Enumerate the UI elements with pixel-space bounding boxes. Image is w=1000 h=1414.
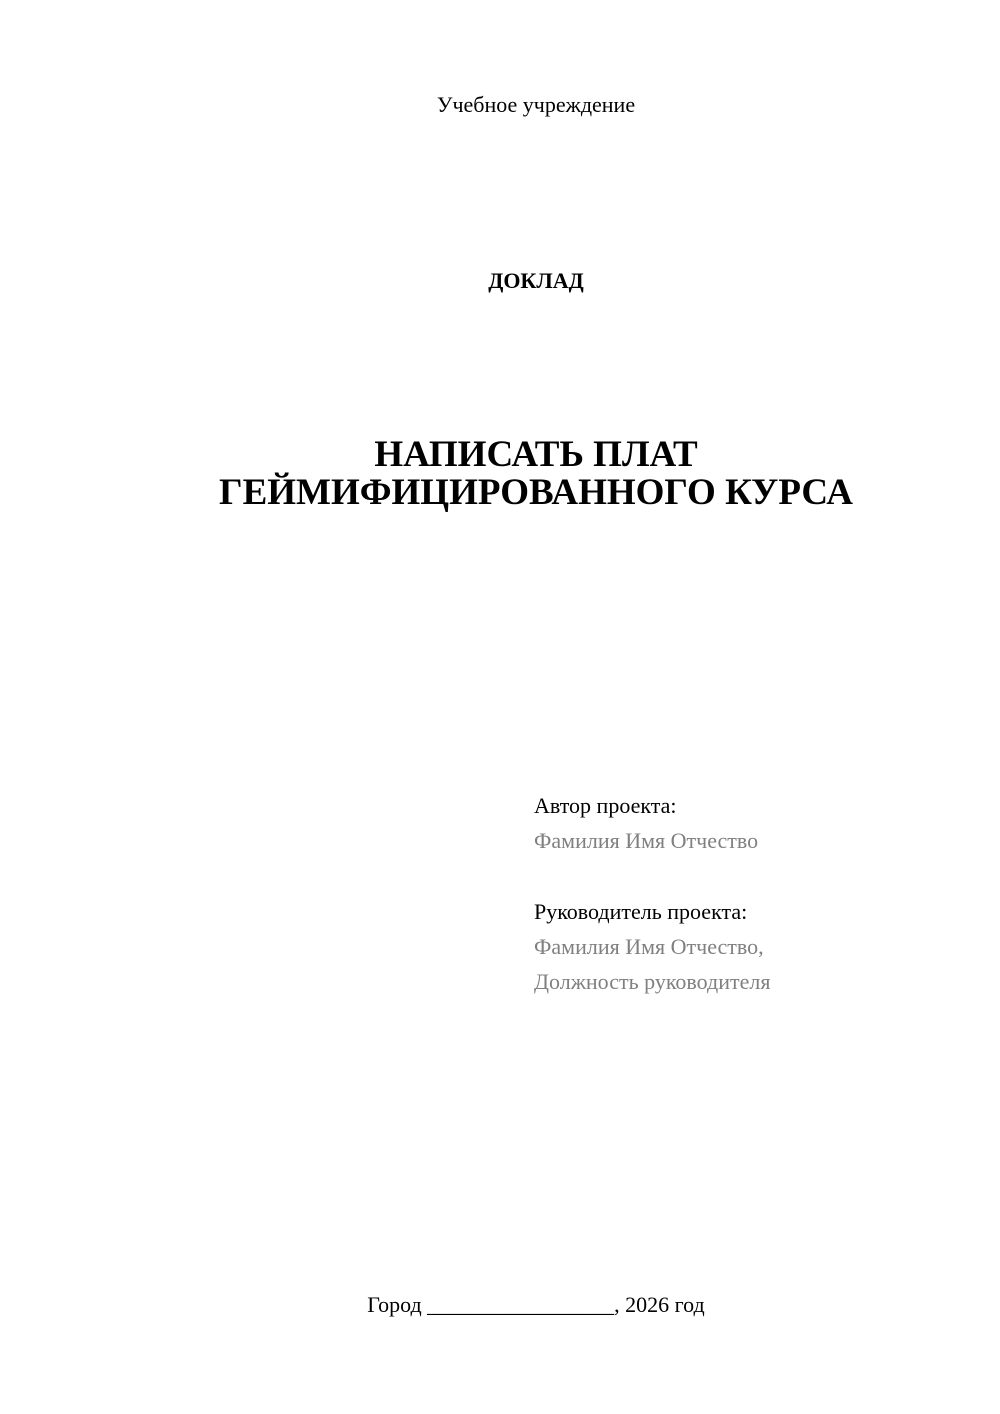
author-label: Автор проекта: — [534, 793, 677, 818]
document-title-line-2: ГЕЙМИФИЦИРОВАННОГО КУРСА — [219, 472, 853, 513]
institution-name: Учебное учреждение — [436, 92, 636, 117]
supervisor-name: Фамилия Имя Отчество, — [534, 934, 764, 959]
credits-block — [534, 788, 974, 999]
document-title-line-1: НАПИСАТЬ ПЛАТ — [374, 434, 698, 475]
supervisor-label: Руководитель проекта: — [534, 899, 748, 924]
document-type: ДОКЛАД — [488, 268, 584, 293]
credits-spacer — [534, 858, 974, 894]
document-title — [0, 436, 1000, 512]
city-year-line: Город _________________, 2026 год — [367, 1292, 705, 1317]
supervisor-position: Должность руководителя — [534, 969, 771, 994]
author-name: Фамилия Имя Отчество — [534, 828, 759, 853]
